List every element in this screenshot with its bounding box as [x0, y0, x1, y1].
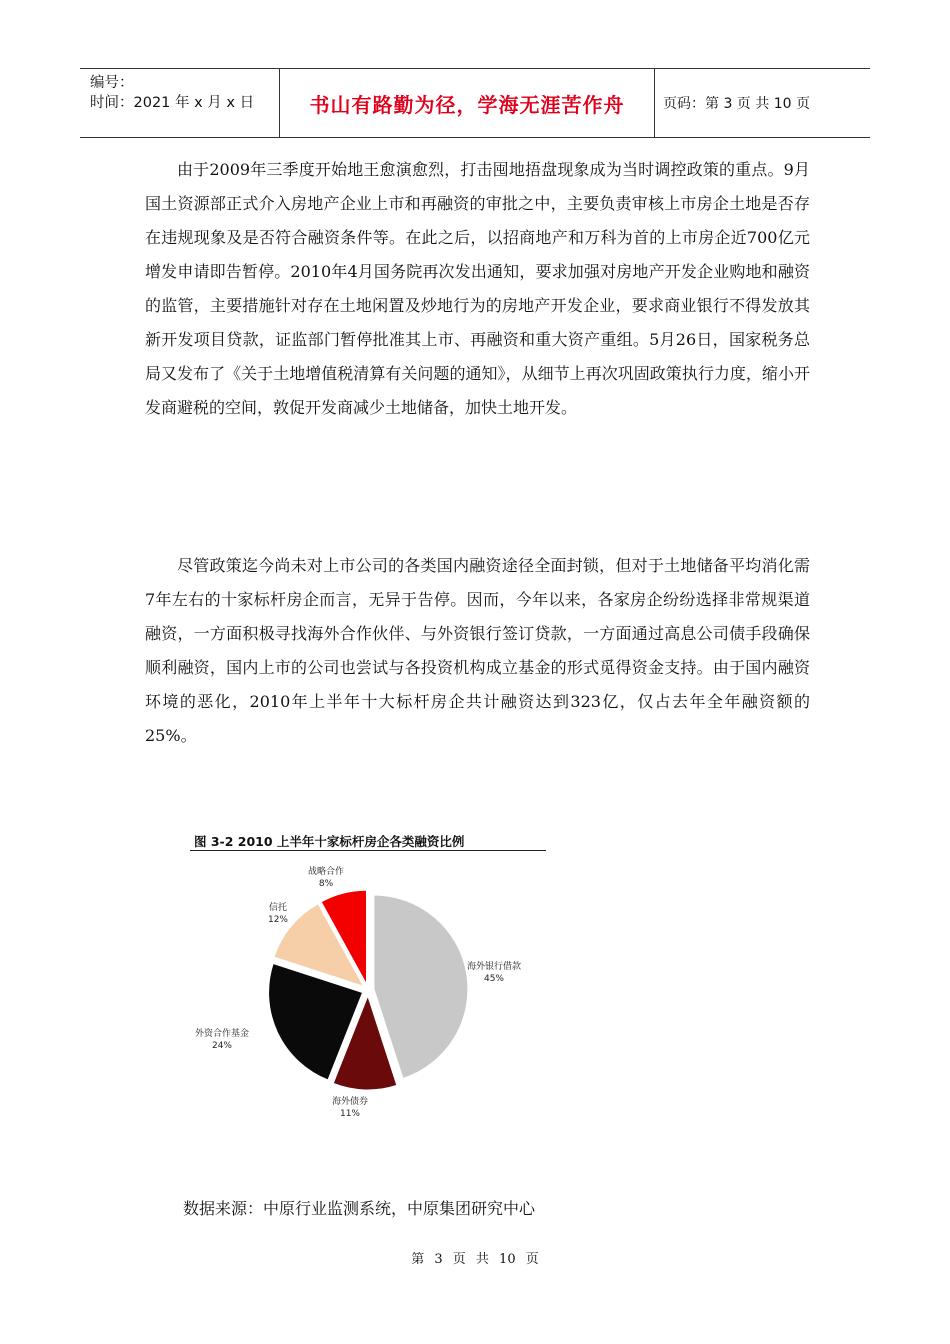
- chart-title: 图 3-2 2010 上半年十家标杆房企各类融资比例: [194, 834, 465, 849]
- doc-date-label: 时间：2021 年 x 月 x 日: [90, 95, 255, 111]
- slice-percent: 8%: [318, 879, 334, 889]
- slice-percent: 45%: [483, 974, 504, 984]
- financing-pie-figure: [182, 828, 550, 1138]
- doc-number-label: 编号：: [90, 75, 134, 91]
- data-source: 数据来源：中原行业监测系统，中原集团研究中心: [183, 1199, 536, 1218]
- pie-slice: [374, 895, 468, 1078]
- slice-percent: 24%: [211, 1041, 232, 1051]
- slice-name: 海外银行借款: [466, 962, 521, 972]
- header-page-label: 页码：第 3 页 共 10 页: [663, 96, 810, 112]
- header-meta: [80, 69, 280, 137]
- pie-slice-label: [454, 961, 534, 985]
- pie-slice-label: [310, 1096, 390, 1120]
- header-motto: 书山有路勤为径，学海无涯苦作舟: [280, 69, 655, 137]
- paragraph-text: 由于2009年三季度开始地王愈演愈烈，打击囤地捂盘现象成为当时调控政策的重点。9月国土资源部正式介入房地产企业上市和再融资的审批之中，主要负责审核上市房企土地是否存在违规现象及是否符合融资条件等。在此之后，以招商地产和万科为首的上市房企近700亿元增发申请即告暂停。2010年4月国务院再次发出通知，要求加强对房地产开发企业购地和融资的监管，主要措施针对存在土地闲置及炒地行为的房地产开发企业，要求商业银行不得发放其新开发项目贷款，证监部门暂停批准其上市、再融资和重大资产重组。5月26日，国家税务总局又发布了《关于土地增值税清算有关问题的通知》，从细节上再次巩固政策执行力度，缩小开发商避税的空间，敦促开发商减少土地储备，加快土地开发。: [145, 160, 810, 417]
- body-paragraph-1: [145, 153, 810, 425]
- slice-name: 外资合作基金: [194, 1029, 249, 1039]
- slice-percent: 12%: [267, 915, 288, 925]
- slice-name: 海外债券: [331, 1097, 368, 1107]
- pie-slice-label: [286, 866, 366, 890]
- slice-percent: 11%: [339, 1109, 360, 1119]
- pie-slice-label: [182, 1028, 262, 1052]
- page-footer: 第 3 页 共 10 页: [411, 1252, 539, 1267]
- pie-slice-label: [238, 902, 318, 926]
- slice-name: 战略合作: [307, 867, 344, 877]
- paragraph-text: 尽管政策迄今尚未对上市公司的各类国内融资途径全面封锁，但对于土地储备平均消化需7年左右的十家标杆房企而言，无异于告停。因而，今年以来，各家房企纷纷选择非常规渠道融资，一方面积极寻找海外合作伙伴、与外资银行签订贷款，一方面通过高息公司债手段确保顺利融资，国内上市的公司也尝试与各投资机构成立基金的形式觅得资金支持。由于国内融资环境的恶化，2010年上半年十大标杆房企共计融资达到323亿，仅占去年全年融资额的25%。: [145, 556, 810, 745]
- body-paragraph-2: [145, 549, 810, 753]
- slice-name: 信托: [268, 903, 287, 913]
- page-header: [80, 68, 870, 138]
